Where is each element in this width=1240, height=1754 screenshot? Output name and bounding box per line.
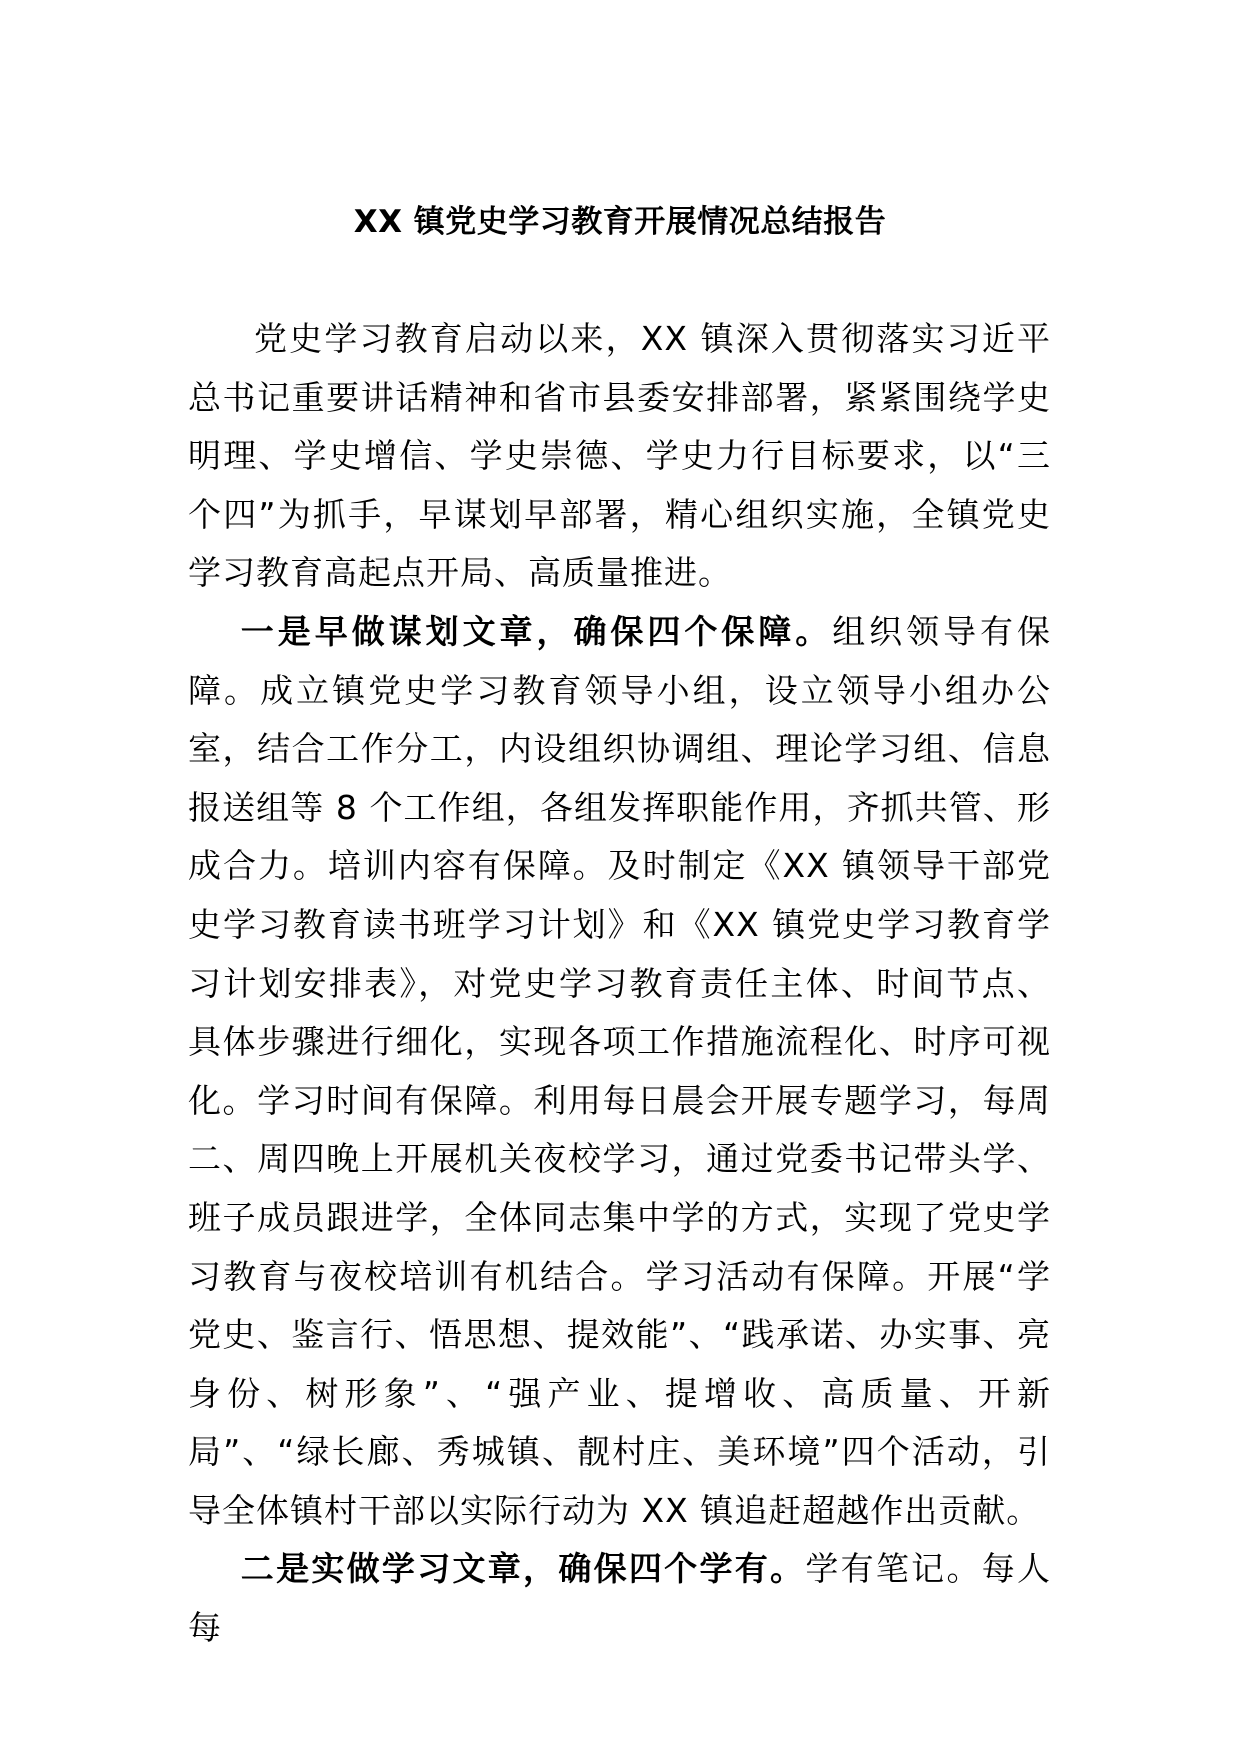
- paragraph-two: [188, 1540, 1051, 1657]
- paragraph-lead: 一是早做谋划文章，确保四个保障。: [240, 611, 833, 651]
- paragraph-one: [188, 603, 1051, 1541]
- paragraph-text: 学有笔记。每人每: [188, 1549, 1052, 1648]
- paragraph-intro: [188, 310, 1051, 603]
- paragraph-lead: 二是实做学习文章，确保四个学有。: [240, 1549, 806, 1589]
- document-title: XX 镇党史学习教育开展情况总结报告: [353, 204, 887, 240]
- document-body: [188, 310, 1051, 1658]
- paragraph-text: 组织领导有保障。成立镇党史学习教育领导小组，设立领导小组办公室，结合工作分工，内设组织协调组、理论学习组、信息报送组等 8 个工作组，各组发挥职能作用，齐抓共管、形成合力。培训内容有保障。及时制定《XX 镇领导干部党史学习教育读书班学习计划》和《XX 镇党史学习教育学习计划安排表》，对党史学习教育责任主体、时间节点、具体步骤进行细化，实现各项工作措施流程化、时序可视化。学习时间有保障。利用每日晨会开展专题学习，每周二、周四晚上开展机关夜校学习，通过党委书记带头学、班子成员跟进学，全体同志集中学的方式，实现了党史学习教育与夜校培训有机结合。学习活动有保障。开展“学党史、鉴言行、悟思想、提效能”、“践承诺、办实事、亮身份、树形象”、“强产业、提增收、高质量、开新局”、“绿长廊、秀城镇、靓村庄、美环境”四个活动，引导全体镇村干部以实际行动为 XX 镇追赶超越作出贡献。: [188, 611, 1052, 1530]
- paragraph-text: 党史学习教育启动以来，XX 镇深入贯彻落实习近平总书记重要讲话精神和省市县委安排部署，紧紧围绕学史明理、学史增信、学史崇德、学史力行目标要求，以“三个四”为抓手，早谋划早部署，精心组织实施，全镇党史学习教育高起点开局、高质量推进。: [188, 319, 1051, 593]
